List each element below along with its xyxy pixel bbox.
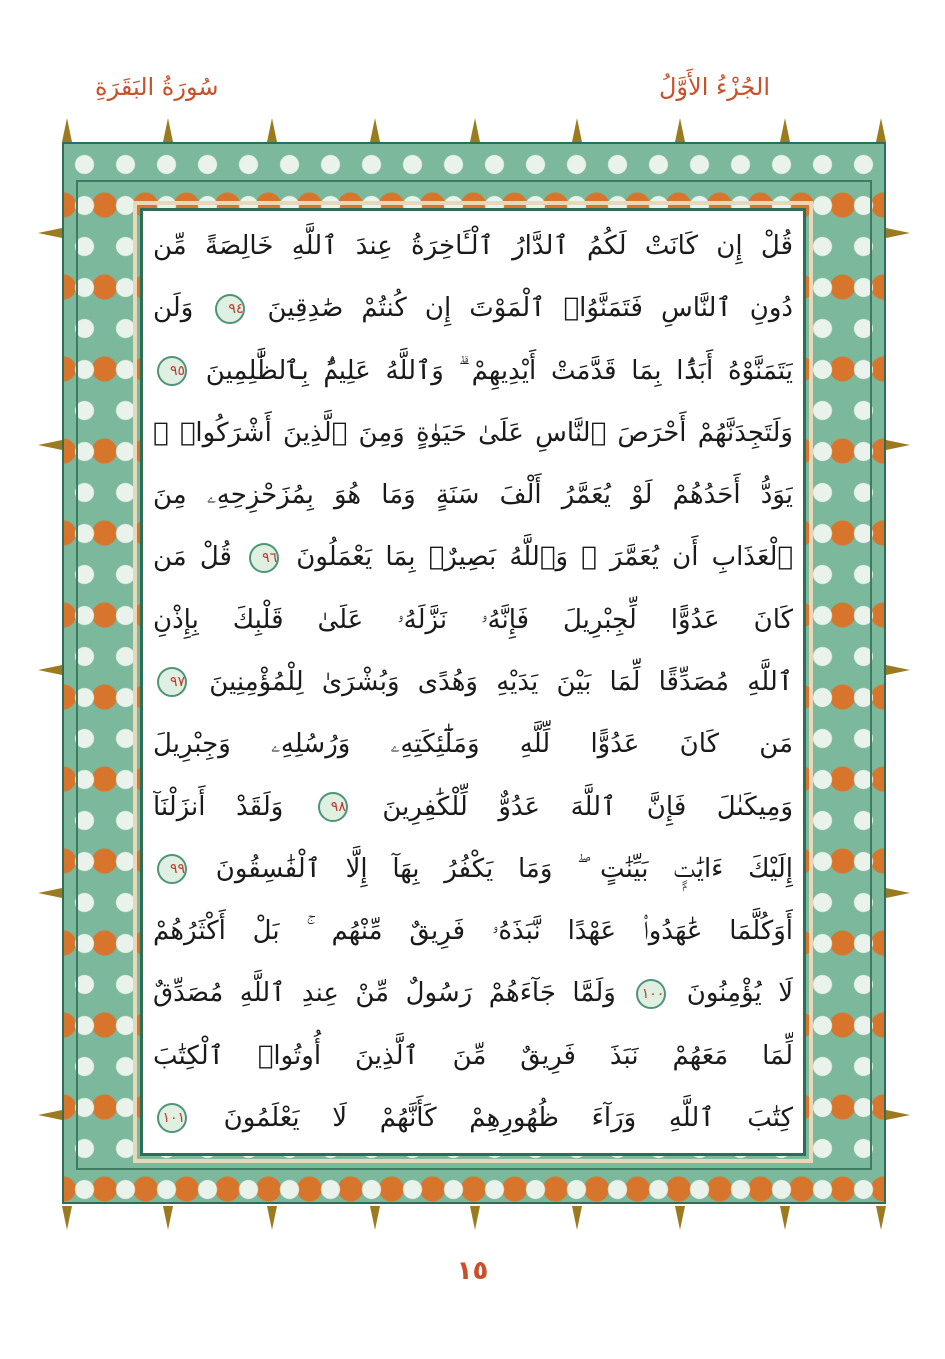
page-number: ١٥: [456, 1256, 489, 1286]
verse-text: وَمِيكَىٰلَ فَإِنَّ ٱللَّهَ عَدُوٌّ لِّلْكَٰفِرِينَ: [382, 791, 793, 822]
page-header: [95, 62, 770, 112]
frame-spike: [780, 1206, 790, 1230]
frame-spike: [886, 1110, 910, 1120]
verse-line: [153, 966, 793, 1020]
verse-text: كِتَٰبَ ٱللَّهِ وَرَآءَ ظُهُورِهِمْ كَأَنَّهُمْ لَا يَعْلَمُونَ: [223, 1102, 793, 1133]
verse-text: قُلْ إِن كَانَتْ لَكُمُ ٱلدَّارُ ٱلْـَٔاخِرَةُ عِندَ ٱللَّهِ خَالِصَةً مِّن: [153, 231, 793, 261]
frame-spike: [38, 228, 62, 238]
frame-spike: [38, 440, 62, 450]
frame-spike: [572, 118, 582, 142]
frame-spike: [370, 118, 380, 142]
frame-spike: [470, 1206, 480, 1230]
verse-text: دُونِ ٱلنَّاسِ فَتَمَنَّوُا۟ ٱلْمَوْتَ إِن كُنتُمْ صَٰدِقِينَ: [267, 293, 793, 324]
ayah-number-marker: ٩٤: [215, 294, 245, 324]
frame-spike: [572, 1206, 582, 1230]
verse-line: [153, 468, 793, 522]
verse-line: [153, 219, 793, 273]
frame-spike: [62, 118, 72, 142]
verse-text: يَوَدُّ أَحَدُهُمْ لَوْ يُعَمَّرُ أَلْفَ سَنَةٍ وَمَا هُوَ بِمُزَحْزِحِهِۦ مِنَ: [153, 480, 793, 511]
text-panel: [140, 208, 806, 1156]
verse-text: لِّمَا مَعَهُمْ نَبَذَ فَرِيقٌ مِّنَ ٱلَّذِينَ أُوتُوا۟ ٱلْكِتَٰبَ: [153, 1040, 793, 1071]
surah-title: سُورَةُ البَقَرَةِ: [95, 73, 219, 101]
frame-spike: [267, 1206, 277, 1230]
verse-line: [153, 655, 793, 709]
ayah-number-marker: ٩٥: [157, 356, 187, 386]
verse-line: [153, 780, 793, 834]
verse-line: [153, 1091, 793, 1145]
frame-spike: [886, 228, 910, 238]
ayah-number-marker: ٩٧: [157, 667, 187, 697]
ayah-number-marker: ٩٩: [157, 854, 187, 884]
verse-text-continuation: وَلَمَّا جَآءَهُمْ رَسُولٌ مِّنْ عِندِ ٱللَّهِ مُصَدِّقٌ: [153, 978, 616, 1009]
verse-line: [153, 530, 793, 584]
frame-spike: [470, 118, 480, 142]
frame-spike: [675, 118, 685, 142]
juz-title: الجُزْءُ الأَوَّلُ: [658, 73, 770, 101]
frame-spike: [886, 440, 910, 450]
ayah-number-marker: ١٠١: [157, 1103, 187, 1133]
verse-line: [153, 1029, 793, 1083]
frame-spike: [62, 1206, 72, 1230]
ayah-number-marker: ٩٨: [318, 792, 348, 822]
frame-spike: [38, 1110, 62, 1120]
ayah-number-marker: ١٠٠: [636, 979, 666, 1009]
verse-line: [153, 406, 793, 460]
verse-text: ٱلْعَذَابِ أَن يُعَمَّرَ ۗ وَٱللَّهُ بَصِيرٌۢ بِمَا يَعْمَلُونَ: [296, 542, 793, 573]
verse-text: أَوَكُلَّمَا عَٰهَدُوا۟ عَهْدًا نَّبَذَهُۥ فَرِيقٌ مِّنْهُم ۚ بَلْ أَكْثَرُهُمْ: [153, 916, 793, 947]
frame-spike: [675, 1206, 685, 1230]
frame-spike: [876, 118, 886, 142]
ayah-number-marker: ٩٦: [249, 543, 279, 573]
verse-text: وَلَتَجِدَنَّهُمْ أَحْرَصَ ٱلنَّاسِ عَلَىٰ حَيَوٰةٍ وَمِنَ ٱلَّذِينَ أَشْرَكُوا۟ ۚ: [153, 417, 793, 448]
verse-text-continuation: وَلَقَدْ أَنزَلْنَآ: [153, 791, 284, 822]
verse-line: [153, 593, 793, 647]
verse-lines: [153, 219, 793, 1145]
verse-text: ٱللَّهِ مُصَدِّقًا لِّمَا بَيْنَ يَدَيْهِ وَهُدًى وَبُشْرَىٰ لِلْمُؤْمِنِينَ: [209, 666, 793, 697]
verse-text: إِلَيْكَ ءَايَٰتٍۭ بَيِّنَٰتٍ ۖ وَمَا يَكْفُرُ بِهَآ إِلَّا ٱلْفَٰسِقُونَ: [215, 853, 793, 884]
frame-spike: [38, 665, 62, 675]
verse-line: [153, 281, 793, 335]
frame-spike: [38, 888, 62, 898]
verse-text: مَن كَانَ عَدُوًّا لِّلَّهِ وَمَلَٰٓئِكَتِهِۦ وَرُسُلِهِۦ وَجِبْرِيلَ: [153, 729, 793, 760]
frame-spike: [267, 118, 277, 142]
frame-spike: [886, 665, 910, 675]
verse-text: لَا يُؤْمِنُونَ: [686, 978, 793, 1009]
verse-line: [153, 717, 793, 771]
frame-spike: [886, 888, 910, 898]
verse-text-continuation: قُلْ مَن: [153, 542, 232, 573]
frame-spike: [780, 118, 790, 142]
verse-text: كَانَ عَدُوًّا لِّجِبْرِيلَ فَإِنَّهُۥ نَزَّلَهُۥ عَلَىٰ قَلْبِكَ بِإِذْنِ: [153, 604, 793, 635]
frame-spike: [163, 1206, 173, 1230]
frame-spike: [163, 118, 173, 142]
frame-spike: [876, 1206, 886, 1230]
verse-line: [153, 842, 793, 896]
verse-text-continuation: وَلَن: [153, 293, 194, 324]
verse-text: يَتَمَنَّوْهُ أَبَدًۢا بِمَا قَدَّمَتْ أَيْدِيهِمْ ۗ وَٱللَّهُ عَلِيمٌۢ بِٱلظَّٰلِمِينَ: [205, 355, 793, 386]
verse-line: [153, 904, 793, 958]
frame-spike: [370, 1206, 380, 1230]
verse-line: [153, 344, 793, 398]
